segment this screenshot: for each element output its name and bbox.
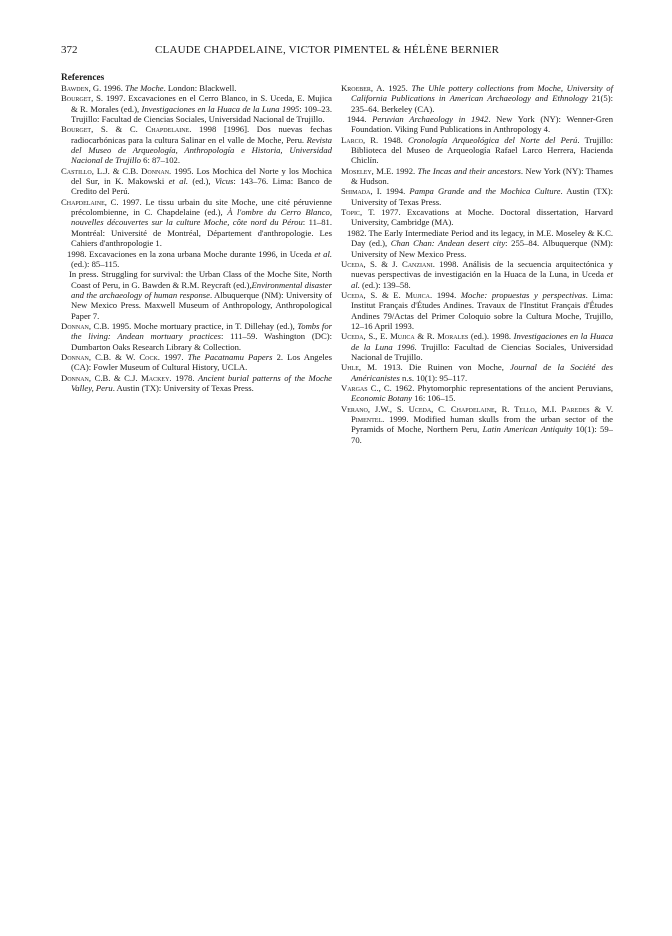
- reference-entry: [341, 83, 613, 114]
- reference-text: : 111–59. Washington (DC): Dumbarton Oaks Research Library & Collection.: [71, 331, 332, 352]
- reference-text: . Albuquerque (NM): University of New Mexico Press. Maxwell Museum of Anthropology, Anthropological Paper 7.: [71, 289, 333, 321]
- reference-text: (ed.): 85–115.: [71, 258, 120, 269]
- reference-text: 1944.: [347, 114, 373, 125]
- reference-text: 1998 [1996]. Dos nuevas fechas radiocarbónicas para la cultura Salinar en el valle de Moche, Peru.: [71, 124, 332, 145]
- reference-title: Revista del Museo de Arqueología, Anthropología e Historia, Universidad Nacional de Trujillo: [71, 134, 332, 166]
- reference-text: 1925.: [384, 83, 412, 93]
- reference-text: (ed.),: [188, 176, 215, 187]
- reference-text: 1982. The Early Intermediate Period and its legacy, in M.E. Moseley & K.C. Day (ed.),: [347, 227, 613, 249]
- reference-text: 1997. Excavaciones en el Cerro Blanco, in S. Uceda, E. Mujica & R. Morales (ed.),: [71, 93, 332, 114]
- reference-author: Donnan, C.B. & C.J. Mackey.: [61, 372, 172, 383]
- reference-text: : 109–23. Trujillo: Facultad de Ciencias Sociales, Universidad Nacional de Trujillo.: [71, 103, 332, 125]
- reference-entry: [61, 93, 332, 124]
- reference-title: The Uhle pottery collections from Moche, University of California Publications in American Archaeology and Ethnology: [351, 83, 614, 104]
- reference-entry: [341, 331, 613, 362]
- reference-title: Tombs for the living: Andean mortuary practices: [71, 320, 333, 342]
- reference-author: Bourget, S. & C. Chapdelaine.: [61, 124, 192, 135]
- reference-text: 1998. Análisis de la secuencia arquitectónica y nuevas perspectivas de investigación en la Huaca de la Luna, in Uceda: [351, 258, 613, 280]
- reference-author: Vargas C., C.: [341, 382, 392, 393]
- reference-entry: [61, 166, 332, 197]
- reference-title: Economic Botany: [351, 393, 413, 404]
- reference-text: 1913. Die Ruinen von Moche,: [377, 362, 511, 373]
- reference-title: et al.: [314, 248, 333, 259]
- reference-text: . Trujillo: Facultad de Ciencias Sociales, Universidad Nacional de Trujillo.: [351, 341, 613, 362]
- reference-entry: [61, 321, 332, 352]
- reference-text: 2. Los Angeles (CA): Fowler Museum of Cultural History, UCLA.: [71, 351, 332, 373]
- reference-author: Uceda, S. & J. Canziani.: [341, 258, 435, 269]
- reference-text: 1994.: [381, 186, 410, 197]
- reference-text: 1994.: [432, 289, 461, 300]
- reference-text: (ed.). 1998.: [468, 331, 514, 342]
- page-number: 372: [61, 44, 78, 56]
- reference-text: 1995. Los Mochica del Norte y los Mochica del Sur, in K. Makowski: [71, 165, 333, 187]
- reference-text: . New York (NY): Wenner-Gren Foundation. Viking Fund Publications in Anthropology 4.: [351, 114, 614, 135]
- reference-text: 16: 106–15.: [412, 393, 456, 404]
- reference-author: Moseley, M.E.: [341, 165, 394, 176]
- reference-title: Vicus: [214, 176, 234, 187]
- reference-author: Larco, R.: [341, 134, 379, 145]
- reference-text: . Trujillo: Biblioteca del Museo de Arqueología Rafael Larco Herrera, Hacienda Chiclín.: [351, 134, 614, 166]
- references-column-left: [61, 83, 332, 393]
- reference-title: Cronología Arqueológica del Norte del Perú: [408, 134, 578, 145]
- reference-author: Topic, T.: [341, 207, 375, 218]
- reference-text: 1997.: [159, 351, 188, 362]
- reference-title: Latin American Antiquity: [482, 424, 573, 435]
- reference-entry: [341, 362, 613, 383]
- reference-entry: [341, 186, 613, 207]
- references-column-right: [341, 83, 613, 445]
- reference-title: Pampa Grande and the Mochica Culture: [409, 186, 561, 197]
- section-heading: References: [61, 73, 105, 83]
- reference-author: Donnan, C.B. & W. Cock.: [61, 351, 160, 362]
- reference-entry: [341, 228, 613, 259]
- reference-author: Chapdelaine, C.: [61, 196, 119, 207]
- reference-author: Bourget, S.: [61, 93, 104, 104]
- reference-entry: [61, 373, 332, 394]
- reference-text: : 143–76. Lima: Banco de Credito del Perú.: [71, 176, 332, 197]
- reference-entry: [61, 269, 332, 321]
- reference-entry: [341, 166, 613, 187]
- reference-title: The Moche: [125, 83, 164, 93]
- reference-entry: [341, 114, 613, 135]
- reference-text: . New York (NY): Thames & Hudson.: [351, 165, 613, 187]
- reference-text: 10(1): 59–70.: [351, 424, 613, 445]
- reference-entry: [341, 259, 613, 290]
- reference-title: Journal de la Société des Américanistes: [351, 362, 613, 383]
- reference-text: 1978.: [171, 372, 198, 383]
- reference-entry: [61, 124, 332, 165]
- reference-title: The Incas and their ancestors: [417, 165, 521, 176]
- reference-author: Donnan, C.B.: [61, 320, 110, 331]
- reference-entry: [341, 383, 613, 404]
- reference-entry: [341, 404, 613, 445]
- reference-text: . London: Blackwell.: [163, 83, 237, 93]
- reference-title: The Pacatnamu Papers: [187, 351, 273, 362]
- reference-title: Chan Chan: Andean desert city: [390, 238, 506, 249]
- reference-title: À l'ombre du Cerro Blanco, nouvelles découvertes sur la culture Moche, côte nord du Pérou: [71, 207, 332, 228]
- reference-title: Investigaciones en la Huaca de la Luna 1996: [351, 331, 614, 352]
- reference-text: . Austin (TX): University of Texas Press.: [112, 382, 254, 393]
- reference-entry: [341, 135, 613, 166]
- reference-text: : 11–81. Montréal: Université de Montréal, Département d'anthropologie. Les Cahiers d'anthropologie 1.: [71, 217, 333, 249]
- reference-text: 21(5): 235–64. Berkeley (CA).: [351, 93, 613, 114]
- reference-author: Uceda, S. & E. Mujica.: [341, 289, 433, 300]
- reference-entry: [341, 290, 613, 331]
- reference-text: 1962. Phytomorphic representations of the ancient Peruvians,: [391, 382, 613, 393]
- running-head: CLAUDE CHAPDELAINE, VICTOR PIMENTEL & HÉLÈNE BERNIER: [155, 44, 500, 56]
- reference-entry: [61, 249, 332, 270]
- reference-text: In press. Struggling for survival: the Urban Class of the Moche Site, North Coast of Peru, in G. Bawden & R.M. Reycraft (ed.),: [69, 269, 332, 290]
- reference-text: 1998. Excavaciones en la zona urbana Moche durante 1996, in Uceda: [67, 248, 315, 259]
- reference-title: Peruvian Archaeology in 1942: [372, 114, 489, 125]
- reference-text: 1997. Le tissu urbain du site Moche, une cité péruvienne précolombienne, in C. Chapdelaine (ed.),: [71, 196, 332, 218]
- reference-title: Ancient burial patterns of the Moche Valley, Peru: [71, 372, 332, 393]
- reference-text: 1996.: [101, 83, 126, 93]
- reference-entry: [61, 197, 332, 249]
- reference-author: Bawden, G.: [61, 83, 102, 93]
- reference-text: 1948.: [378, 134, 408, 145]
- reference-title: et al.: [351, 269, 613, 290]
- reference-entry: [61, 352, 332, 373]
- reference-text: 1977. Excavations at Moche. Doctoral dissertation, Harvard University, Cambridge (MA).: [351, 207, 613, 228]
- reference-title: Investigaciones en la Huaca de la Luna 1995: [141, 103, 300, 114]
- reference-text: . Lima: Institut Français d'Études Andines. Travaux de l'Institut Français d'Études Andines 79/Actas del Primer Coloquio sobre la Cultura Moche, Trujillo, 12–16 April 1993.: [351, 289, 613, 331]
- reference-author: Verano, J.W., S. Uceda, C. Chapdelaine, R. Tello, M.I. Paredes & V. Pimentel.: [341, 403, 613, 424]
- reference-entry: [61, 83, 332, 93]
- reference-text: 1992.: [393, 165, 418, 176]
- reference-title: Moche: propuestas y perspectivas: [460, 289, 586, 300]
- reference-title: et al.: [168, 176, 188, 187]
- reference-text: 1995. Moche mortuary practice, in T. Dillehay (ed.),: [109, 320, 298, 331]
- reference-entry: [341, 207, 613, 228]
- reference-author: Castillo, L.J. & C.B. Donnan.: [61, 165, 172, 176]
- reference-text: 6: 87–102.: [140, 155, 181, 166]
- reference-text: (ed.): 139–58.: [359, 279, 411, 290]
- reference-text: 1999. Modified human skulls from the urban sector of the Pyramids of Moche, Northern Peru,: [351, 414, 613, 435]
- reference-author: Uhle, M.: [341, 362, 378, 373]
- reference-author: Uceda, S., E. Mujica & R. Morales: [341, 331, 469, 342]
- reference-text: . Austin (TX): University of Texas Press.: [351, 186, 613, 207]
- reference-author: Kroeber, A.: [341, 83, 385, 93]
- reference-title: Environmental disaster and the archaeology of human response: [71, 279, 332, 300]
- reference-author: Shimada, I.: [341, 186, 382, 197]
- reference-text: n.s. 10(1): 95–117.: [399, 372, 468, 383]
- reference-text: : 255–84. Albuquerque (NM): University of New Mexico Press.: [351, 238, 613, 259]
